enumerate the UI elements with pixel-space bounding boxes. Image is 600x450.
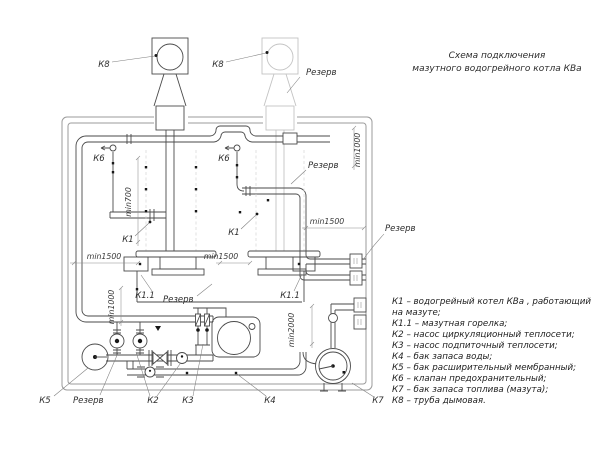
fuel-lines — [136, 271, 304, 302]
water-tank — [212, 317, 260, 374]
dim-min1000-bottom: min1000 — [107, 289, 116, 325]
label-reserve-riser: Резерв — [308, 161, 339, 171]
legend-line: К3 – насос подпиточный теплосети; — [392, 341, 558, 351]
circulation-pumps — [110, 322, 161, 355]
legend-line: К4 – бак запаса воды; — [392, 352, 493, 362]
chimney-2-reserve — [262, 38, 298, 251]
label-k1-1: К1 — [122, 235, 134, 245]
label-k7: К7 — [372, 396, 384, 406]
dim-min1000-top: min1000 — [353, 132, 362, 168]
safety-valve-1 — [101, 145, 166, 221]
title-line-2: мазутного водогрейного котла КВа — [412, 64, 582, 74]
legend-line: К7 – бак запаса топлива (мазута); — [392, 385, 549, 395]
burner-1 — [124, 257, 148, 271]
lower-headers — [106, 350, 317, 377]
wall-sleeves — [350, 254, 366, 329]
chimney-1 — [152, 38, 188, 251]
label-k2: К2 — [147, 396, 159, 406]
legend-line: К5 – бак расширительный мембранный; — [392, 363, 577, 373]
legend-line: К1 – водогрейный котел КВа , работающий — [392, 297, 592, 307]
dim-min700: min700 — [124, 187, 133, 217]
safety-valve-2 — [225, 145, 244, 191]
title-line-1: Схема подключения — [448, 51, 546, 61]
dim-min1500-left: min1500 — [86, 252, 122, 261]
label-k3: К3 — [182, 396, 194, 406]
label-k8-2: К8 — [212, 60, 224, 70]
legend-line: К8 – труба дымовая. — [392, 396, 486, 406]
label-reserve-chimney: Резерв — [306, 68, 337, 78]
label-k6-2: К6 — [218, 154, 230, 164]
label-k11-2: К1.1 — [280, 291, 300, 301]
label-k8-1: К8 — [98, 60, 110, 70]
label-k5: К5 — [39, 396, 51, 406]
label-k6-1: К6 — [93, 154, 105, 164]
legend — [392, 297, 591, 407]
legend-line: К1.1 – мазутная горелка; — [392, 319, 508, 329]
label-reserve-sleeves: Резерв — [385, 224, 416, 234]
legend-line: К2 – насос циркуляционный теплосети; — [392, 330, 575, 340]
label-k1-2: К1 — [228, 228, 240, 238]
expansion-tank — [82, 344, 108, 370]
dim-min1500-middle: min1500 — [203, 252, 239, 261]
legend-line: на мазуте; — [392, 308, 441, 318]
label-reserve-pump: Резерв — [73, 396, 104, 406]
label-k11-1: К1.1 — [135, 291, 155, 301]
drawing-title — [402, 50, 592, 76]
label-reserve-boiler: Резерв — [163, 295, 194, 305]
legend-line: К6 – клапан предохранительный; — [392, 374, 547, 384]
dim-min2000: min2000 — [287, 312, 296, 348]
dim-min1500-right: min1500 — [309, 217, 345, 226]
label-k4: К4 — [264, 396, 276, 406]
